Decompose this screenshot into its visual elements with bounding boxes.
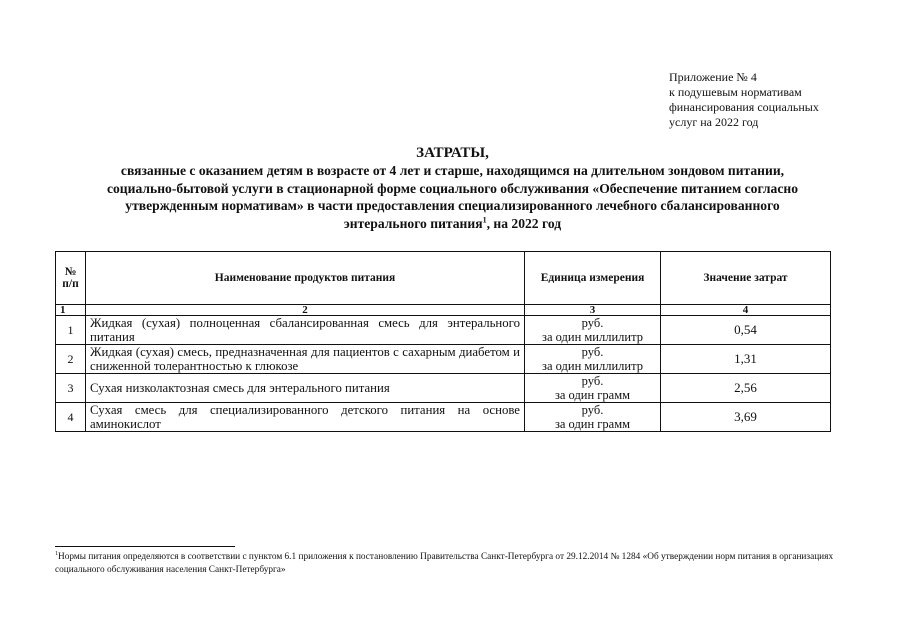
header-unit: Единица измерения — [525, 252, 661, 305]
table-row — [56, 316, 831, 345]
column-number: 3 — [525, 305, 661, 316]
title-line: утвержденным нормативам» в части предоставления специализированного лечебного сбалансированного — [125, 198, 780, 213]
footnote-text: Нормы питания определяются в соответствии с пунктом 6.1 приложения к постановлению Правительства Санкт-Петербурга от 29.12.2014 № 1284 «Об утверждении норм питания в организациях социального обслуживания населения Санкт-Петербурга» — [55, 552, 834, 575]
title-line: связанные с оказанием детям в возрасте от 4 лет и старше, находящимся на длительном зондовом питании, — [120, 163, 785, 178]
title-subtitle — [40, 162, 865, 232]
product-name: Сухая смесь для специализированного детского питания на основе аминокислот — [86, 403, 525, 432]
row-number: 3 — [56, 374, 86, 403]
cost-value: 0,54 — [661, 316, 831, 345]
annex-line: финансирования социальных — [669, 100, 819, 114]
unit-measure: за один грамм — [554, 388, 631, 402]
table-row — [56, 345, 831, 374]
column-number: 4 — [661, 305, 831, 316]
row-number: 4 — [56, 403, 86, 432]
table-row — [56, 374, 831, 403]
document-title — [40, 144, 865, 232]
row-number: 2 — [56, 345, 86, 374]
product-name: Жидкая (сухая) полноценная сбалансированная смесь для энтерального питания — [86, 316, 525, 345]
cost-value: 2,56 — [661, 374, 831, 403]
header-name: Наименование продуктов питания — [86, 252, 525, 305]
unit-measure: за один миллилитр — [542, 359, 643, 373]
footnote-mark: 1 — [55, 550, 58, 557]
footnote — [55, 551, 855, 577]
unit-cell — [525, 374, 661, 403]
column-number: 2 — [86, 305, 525, 316]
table-row — [56, 403, 831, 432]
row-number: 1 — [56, 316, 86, 345]
unit-cell — [525, 403, 661, 432]
header-num: № п/п — [56, 252, 86, 305]
unit-measure: за один грамм — [554, 417, 631, 431]
title-main: ЗАТРАТЫ, — [416, 145, 489, 161]
unit-measure: за один миллилитр — [542, 330, 643, 344]
column-number-row — [56, 305, 831, 316]
unit-currency: руб. — [581, 345, 604, 359]
annex-line: к подушевым нормативам — [669, 85, 802, 99]
cost-value: 3,69 — [661, 403, 831, 432]
product-name: Жидкая (сухая) смесь, предназначенная для пациентов с сахарным диабетом и сниженной толерантностью к глюкозе — [86, 345, 525, 374]
unit-currency: руб. — [581, 316, 604, 330]
annex-line: Приложение № 4 — [669, 70, 757, 84]
title-line-part: энтерального питания — [343, 215, 483, 231]
title-line-part: , на 2022 год — [486, 215, 562, 231]
cost-value: 1,31 — [661, 345, 831, 374]
costs-table — [55, 251, 831, 432]
table-header-row — [56, 252, 831, 305]
unit-currency: руб. — [581, 374, 604, 388]
annex-line: услуг на 2022 год — [669, 115, 759, 129]
annex-note — [669, 70, 869, 130]
product-name: Сухая низколактозная смесь для энтерального питания — [86, 374, 525, 403]
title-line: социально-бытовой услуги в стационарной форме социального обслуживания «Обеспечение питанием согласно — [106, 180, 799, 196]
footnote-divider — [55, 546, 235, 547]
unit-cell — [525, 345, 661, 374]
column-number: 1 — [56, 305, 86, 316]
header-value: Значение затрат — [661, 252, 831, 305]
title-line-last — [40, 215, 865, 233]
unit-cell — [525, 316, 661, 345]
footnote-mark: 1 — [482, 214, 487, 224]
unit-currency: руб. — [581, 403, 604, 417]
